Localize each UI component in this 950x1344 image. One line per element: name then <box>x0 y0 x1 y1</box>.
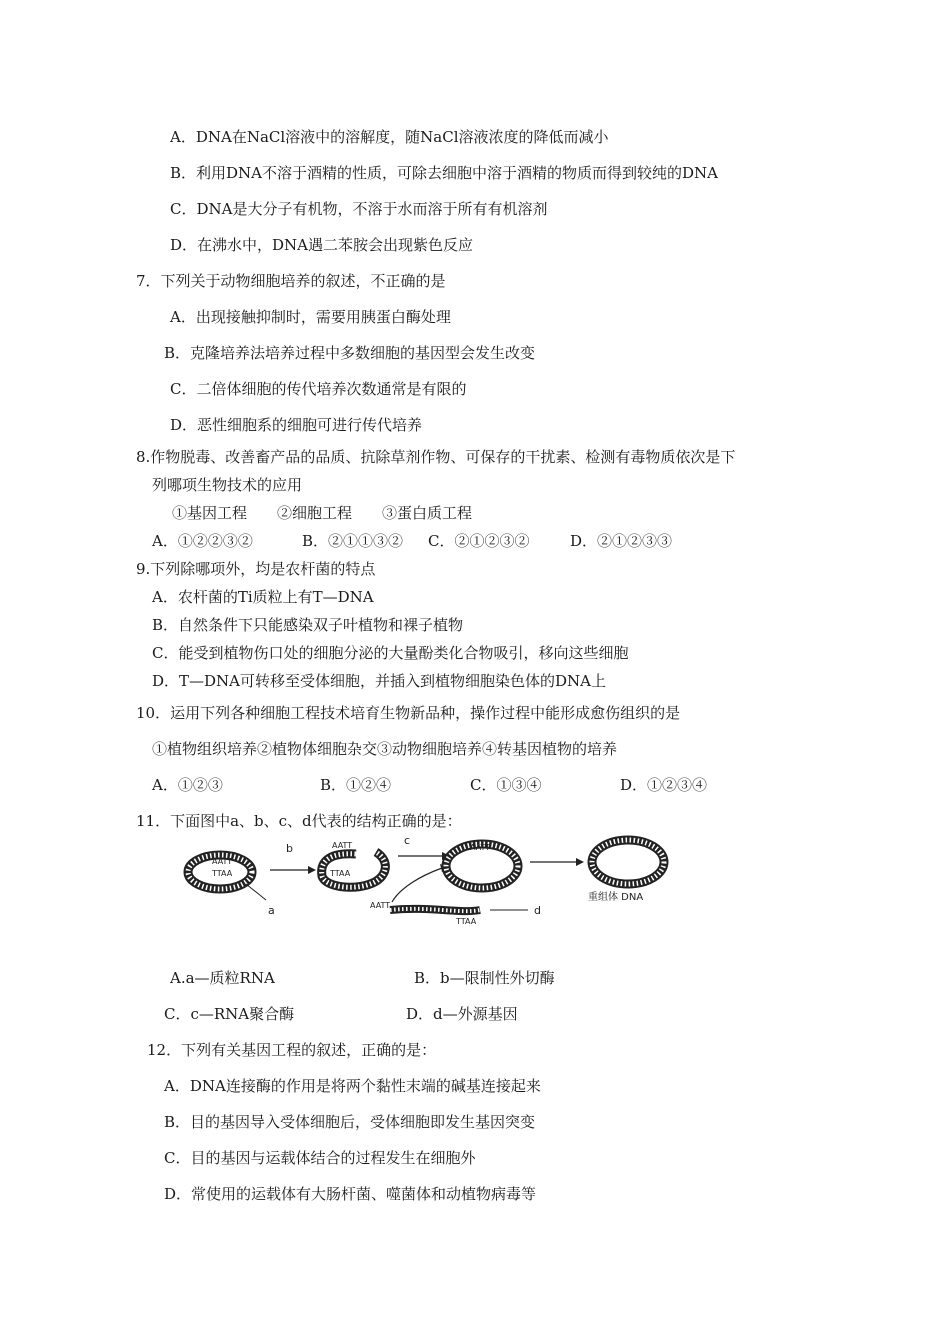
q8-option-a: A．①②②③② <box>152 532 253 550</box>
label-a: a <box>268 904 275 917</box>
q9-option-a: A．农杆菌的Ti质粒上有T—DNA <box>152 588 374 606</box>
q12-option-d: D．常使用的运载体有大肠杆菌、噬菌体和动植物病毒等 <box>164 1185 537 1203</box>
q11-stem: 11．下面图中a、b、c、d代表的结构正确的是： <box>136 812 462 830</box>
foreign-gene <box>370 901 541 926</box>
cut-seq-aatt: AATT <box>332 841 353 850</box>
q7-option-a: A．出现接触抑制时，需要用胰蛋白酶处理 <box>170 308 451 326</box>
recombinant-label: 重组体 DNA <box>588 892 644 903</box>
q7-stem: 7．下列关于动物细胞培养的叙述，不正确的是 <box>136 272 446 290</box>
q10-items: ①植物组织培养②植物体细胞杂交③动物细胞培养④转基因植物的培养 <box>152 740 618 758</box>
gene-seq-aatt: AATT <box>370 901 391 910</box>
label-c: c <box>404 834 411 847</box>
q9-option-c: C．能受到植物伤口处的细胞分泌的大量酚类化合物吸引，移向这些细胞 <box>152 644 629 662</box>
recombinant-plasmid <box>588 840 664 903</box>
q8-stem-line1: 8.作物脱毒、改善畜产品的品质、抗除草剂作物、可保存的干扰素、检测有毒物质依次是下 <box>136 448 736 466</box>
q6-option-a: A．DNA在NaCl溶液中的溶解度，随NaCl溶液浓度的降低而减小 <box>170 128 609 146</box>
q11-option-a: A.a—质粒RNA <box>170 969 275 987</box>
q9-option-b: B．自然条件下只能感染双子叶植物和裸子植物 <box>152 616 464 634</box>
q7-option-c: C．二倍体细胞的传代培养次数通常是有限的 <box>170 380 467 398</box>
plasmid-seq-ttaa: TTAA <box>212 869 233 878</box>
q10-option-b: B．①②④ <box>320 776 392 794</box>
q10-option-a: A．①②③ <box>152 776 223 794</box>
gene-seq-ttaa: TTAA <box>456 917 477 926</box>
cut-plasmid <box>322 841 386 887</box>
arrow-b <box>270 842 316 874</box>
recombinant-dna-diagram <box>180 828 700 932</box>
plasmid-circle <box>188 855 275 917</box>
cut-seq-ttaa: TTAA <box>330 869 351 878</box>
q6-option-b: B．利用DNA不溶于酒精的性质，可除去细胞中溶于酒精的物质而得到较纯的DNA <box>170 164 718 182</box>
q7-option-d: D．恶性细胞系的细胞可进行传代培养 <box>170 416 423 434</box>
q10-option-d: D．①②③④ <box>620 776 708 794</box>
arrow-c <box>392 834 450 902</box>
q6-option-c: C．DNA是大分子有机物，不溶于水而溶于所有有机溶剂 <box>170 200 548 218</box>
q10-stem: 10．运用下列各种细胞工程技术培育生物新品种，操作过程中能形成愈伤组织的是 <box>136 704 681 722</box>
q11-option-d: D．d—外源基因 <box>406 1005 518 1023</box>
plasmid-seq-aatt: AATT <box>212 857 233 866</box>
q9-option-d: D．T—DNA可转移至受体细胞，并插入到植物细胞染色体的DNA上 <box>152 672 607 690</box>
q8-option-c: C．②①②③② <box>428 532 530 550</box>
q9-stem: 9.下列除哪项外，均是农杆菌的特点 <box>136 560 376 578</box>
q8-stem-line2: 列哪项生物技术的应用 <box>152 476 303 494</box>
q8-items: ①基因工程 ②细胞工程 ③蛋白质工程 <box>172 504 473 522</box>
annealed-plasmid <box>446 843 518 888</box>
q10-option-c: C．①③④ <box>470 776 542 794</box>
q12-option-b: B．目的基因导入受体细胞后，受体细胞即发生基因突变 <box>164 1113 536 1131</box>
label-b: b <box>286 842 293 855</box>
q12-option-c: C．目的基因与运载体结合的过程发生在细胞外 <box>164 1149 476 1167</box>
q12-stem: 12．下列有关基因工程的叙述，正确的是： <box>147 1041 437 1059</box>
q7-option-b: B．克隆培养法培养过程中多数细胞的基因型会发生改变 <box>164 344 536 362</box>
label-d: d <box>534 904 541 917</box>
q11-option-c: C．c—RNA聚合酶 <box>164 1005 295 1023</box>
arrow-final <box>530 858 584 866</box>
q6-option-d: D．在沸水中，DNA遇二苯胺会出现紫色反应 <box>170 236 474 254</box>
q11-option-b: B．b—限制性外切酶 <box>414 969 555 987</box>
q8-option-b: B．②①①③② <box>302 532 404 550</box>
q12-option-a: A．DNA连接酶的作用是将两个黏性末端的碱基连接起来 <box>164 1077 541 1095</box>
annealed-seq: AATT <box>470 843 491 852</box>
q8-option-d: D．②①②③③ <box>570 532 673 550</box>
